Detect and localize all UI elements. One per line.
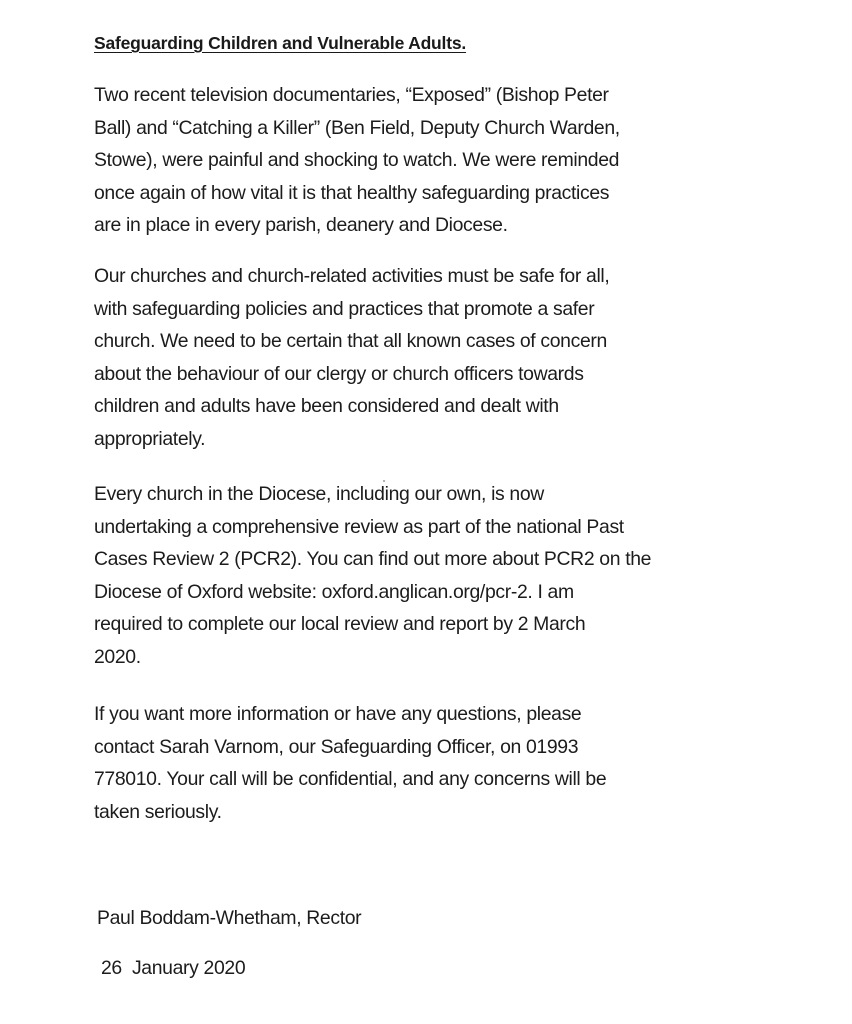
paragraph-safe-churches (94, 260, 794, 456)
document-date: 26 January 2020 (101, 957, 246, 979)
text-line: children and adults have been considered and dealt with (94, 395, 559, 418)
text-line: If you want more information or have any questions, please (94, 703, 582, 725)
text-line: with safeguarding policies and practices that promote a safer (94, 297, 595, 320)
paragraph-pcr2-review (94, 478, 794, 674)
text-line: Stowe), were painful and shocking to watch. We were reminded (94, 149, 620, 172)
text-line: Our churches and church-related activities must be safe for all, (94, 265, 610, 287)
text-line: church. We need to be certain that all known cases of concern (94, 330, 607, 353)
text-line: 2020. (94, 645, 141, 668)
text-line: appropriately. (94, 427, 206, 450)
text-line: 778010. Your call will be confidential, and any concerns will be (94, 768, 607, 791)
text-line: Ball) and “Catching a Killer” (Ben Field, Deputy Church Warden, (94, 116, 620, 139)
text-line: contact Sarah Varnom, our Safeguarding Officer, on 01993 (94, 735, 579, 758)
text-line: Every church in the Diocese, including our own, is now (94, 483, 544, 505)
text-line: undertaking a comprehensive review as part of the national Past (94, 515, 624, 538)
text-line: Two recent television documentaries, “Exposed” (Bishop Peter (94, 84, 609, 106)
text-line: once again of how vital it is that healthy safeguarding practices (94, 181, 610, 204)
paragraph-documentaries (94, 79, 794, 242)
text-line: taken seriously. (94, 800, 222, 823)
text-line: about the behaviour of our clergy or church officers towards (94, 362, 584, 385)
text-line: Cases Review 2 (PCR2). You can find out more about PCR2 on the (94, 548, 652, 571)
text-line: are in place in every parish, deanery and Diocese. (94, 214, 508, 237)
text-line: required to complete our local review and report by 2 March (94, 613, 586, 636)
text-line: Diocese of Oxford website: oxford.anglican.org/pcr-2. I am (94, 580, 574, 603)
paragraph-contact (94, 698, 794, 828)
document-heading: Safeguarding Children and Vulnerable Adults. (94, 33, 467, 53)
signature-line: Paul Boddam-Whetham, Rector (97, 907, 362, 929)
